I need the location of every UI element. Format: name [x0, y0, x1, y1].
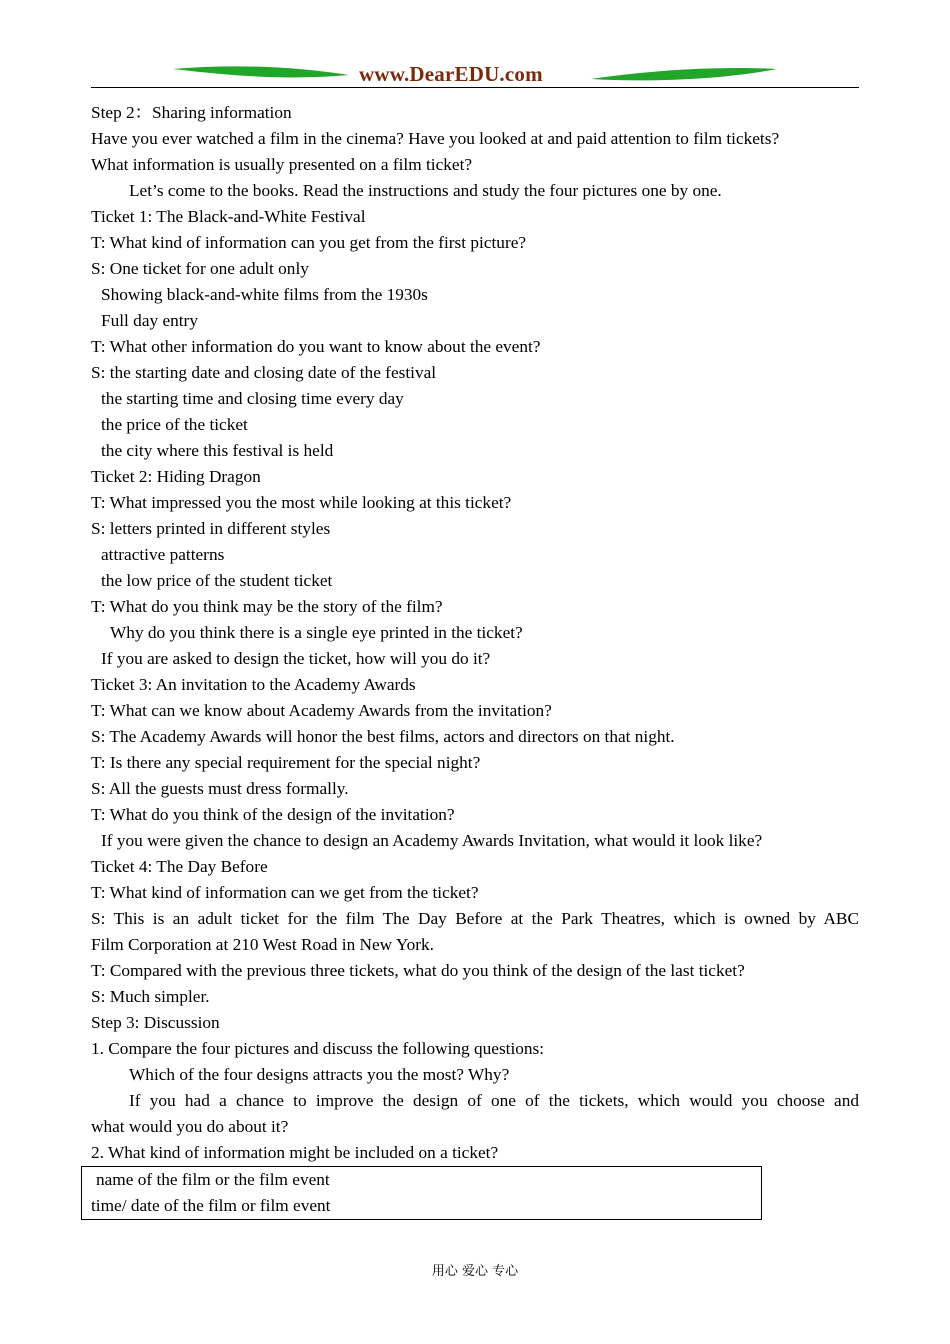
text-line: T: Is there any special requirement for the special night?: [91, 753, 481, 772]
ticket-heading: Ticket 4: The Day Before: [91, 857, 268, 876]
text-line: T: What do you think of the design of the invitation?: [91, 805, 455, 824]
box-line: time/ date of the film or film event: [91, 1196, 331, 1215]
page-footer: 用心 爱心 专心: [431, 1264, 519, 1279]
text-line: Why do you think there is a single eye printed in the ticket?: [110, 623, 523, 642]
text-line: T: What kind of information can you get from the first picture?: [91, 233, 527, 252]
left-swoosh-icon: [173, 66, 349, 77]
text-line: T: What can we know about Academy Awards from the invitation?: [91, 701, 552, 720]
ticket-heading: Ticket 1: The Black-and-White Festival: [91, 207, 366, 226]
ticket-heading: Ticket 3: An invitation to the Academy Awards: [91, 675, 416, 694]
text-line: T: What other information do you want to know about the event?: [91, 337, 541, 356]
ticket-info-box: [81, 1166, 762, 1220]
text-line: If you had a chance to improve the design of one of the tickets, which would you choose and: [129, 1091, 859, 1110]
text-line: S: All the guests must dress formally.: [91, 779, 349, 798]
right-swoosh-icon: [591, 68, 777, 80]
text-line: T: What do you think may be the story of the film?: [91, 597, 443, 616]
text-line: Which of the four designs attracts you the most? Why?: [129, 1065, 510, 1084]
step-heading: Step 3: Discussion: [91, 1013, 220, 1032]
text-line: S: One ticket for one adult only: [91, 259, 309, 278]
text-line: T: What impressed you the most while looking at this ticket?: [91, 493, 512, 512]
text-line: attractive patterns: [101, 545, 225, 564]
text-line: 1. Compare the four pictures and discuss the following questions:: [91, 1039, 545, 1058]
header-rule: [91, 87, 859, 88]
text-line: S: Much simpler.: [91, 987, 210, 1006]
text-line: If you are asked to design the ticket, how will you do it?: [101, 649, 491, 668]
text-line: S: The Academy Awards will honor the best films, actors and directors on that night.: [91, 727, 675, 746]
text-line: T: What kind of information can we get from the ticket?: [91, 883, 479, 902]
text-line: S: the starting date and closing date of the festival: [91, 363, 437, 382]
step-heading: Step 2：Sharing information: [91, 103, 292, 122]
text-line: Let’s come to the books. Read the instructions and study the four pictures one by one.: [129, 181, 722, 200]
text-line: T: Compared with the previous three tickets, what do you think of the design of the last ticket?: [91, 961, 745, 980]
document-body: [91, 100, 859, 1166]
text-line: Full day entry: [101, 311, 198, 330]
text-line: the low price of the student ticket: [101, 571, 333, 590]
site-logo-text: www.DearEDU.com: [359, 62, 543, 86]
page-header: [91, 60, 859, 88]
text-line: Film Corporation at 210 West Road in New York.: [91, 935, 434, 954]
text-line: S: letters printed in different styles: [91, 519, 331, 538]
text-line: S: This is an adult ticket for the film The Day Before at the Park Theatres, which is owned by ABC: [91, 909, 859, 928]
box-line: name of the film or the film event: [96, 1170, 330, 1189]
text-line: Have you ever watched a film in the cinema? Have you looked at and paid attention to film tickets?: [91, 129, 780, 148]
ticket-heading: Ticket 2: Hiding Dragon: [91, 467, 261, 486]
text-line: Showing black-and-white films from the 1930s: [101, 285, 428, 304]
text-line: what would you do about it?: [91, 1117, 289, 1136]
text-line: the starting time and closing time every day: [101, 389, 404, 408]
text-line: the city where this festival is held: [101, 441, 334, 460]
text-line: 2. What kind of information might be included on a ticket?: [91, 1143, 499, 1162]
text-line: What information is usually presented on a film ticket?: [91, 155, 473, 174]
text-line: If you were given the chance to design an Academy Awards Invitation, what would it look like?: [101, 831, 763, 850]
text-line: the price of the ticket: [101, 415, 248, 434]
